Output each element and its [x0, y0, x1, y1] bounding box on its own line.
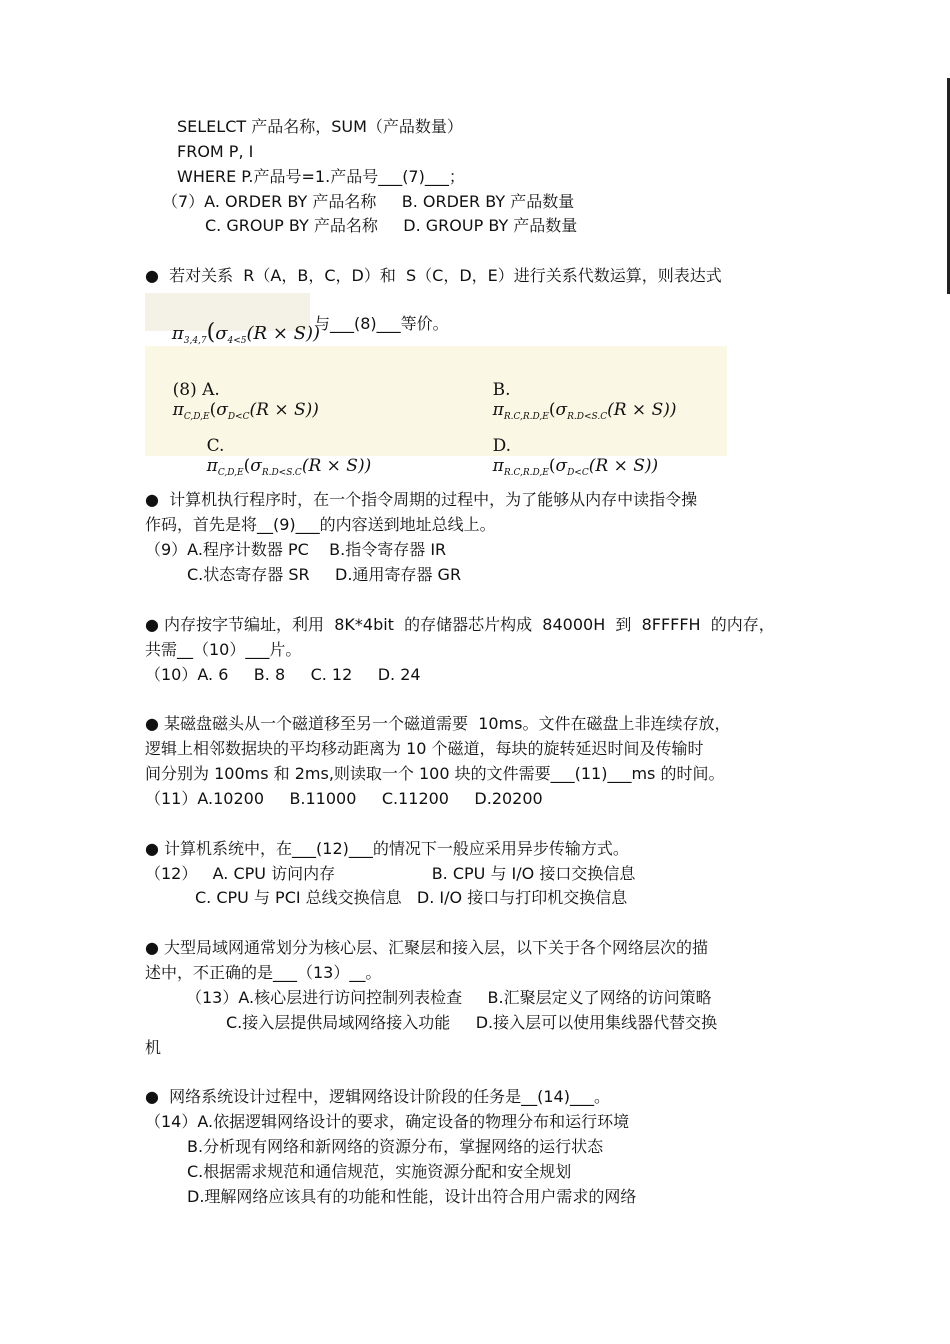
q8-options-image: (8) A. $\pi_{C,D,E}(\sigma_{D<C}(R \times S))$ B. $\pi_{R.C,R.D,E}(\sigma_{R.D<S.C}(R \times S))$ C. $\pi_{C,D,E}(\sigma_{R.D<S.C}(R \times S))$ D. $\pi_{R.C,R.D,E}(\sigma_{D<C}(R \times S))$ [145, 346, 727, 456]
sigma-symbol: σ [215, 323, 228, 344]
q8-option-a-sigma-sub: D<C [227, 412, 250, 422]
q8-option-d-rel: (R × S)) [588, 456, 659, 476]
q11-stem-line2: 逻辑上相邻数据块的平均移动距离为 10 个磁道，每块的旋转延迟时间及传输时 [145, 739, 704, 758]
q8-option-a-rel: (R × S)) [249, 400, 319, 420]
q12-options-line2: C. CPU 与 PCI 总线交换信息 D. I/O 接口与打印机交换信息 [195, 888, 628, 907]
q13-options-line2: C.接入层提供局域网络接入功能 D.接入层可以使用集线器代替交换 [226, 1013, 718, 1032]
q12-options-line1: （12） A. CPU 访问内存 B. CPU 与 I/O 接口交换信息 [145, 864, 636, 883]
q8-option-c-sigma-sub: R.D<S.C [261, 468, 302, 478]
q12-stem: ● 计算机系统中，在___(12)___的情况下一般应采用异步传输方式。 [145, 839, 629, 858]
q7-options-line1: （7）A. ORDER BY 产品名称 B. ORDER BY 产品数量 [162, 192, 575, 211]
q8-option-c-rel: (R × S)) [301, 456, 372, 476]
sql-line-from: FROM P, I [177, 142, 254, 161]
q9-stem-line2: 作码，首先是将__(9)___的内容送到地址总线上。 [145, 515, 496, 534]
pi-subscript: 3,4,7 [183, 336, 207, 346]
q8-expression-image: $\pi_{3,4,7}(\sigma_{4<5}(R \times S))$ [145, 293, 310, 331]
q8-option-d-label: D. [492, 436, 512, 456]
q9-options-line2: C.状态寄存器 SR D.通用寄存器 GR [187, 565, 462, 584]
q8-option-b-pi-sub: R.C,R.D,E [503, 412, 549, 422]
q8-option-c-pi-sub: C,D,E [217, 468, 244, 478]
q14-stem: ● 网络系统设计过程中，逻辑网络设计阶段的任务是__(14)___。 [145, 1087, 610, 1106]
q13-stem-line1: ● 大型局域网通常划分为核心层、汇聚层和接入层，以下关于各个网络层次的描 [145, 938, 709, 957]
q8-stem-tail: 与___(8)___等价。 [314, 314, 449, 333]
q11-stem-line3: 间分别为 100ms 和 2ms,则读取一个 100 块的文件需要___(11)___ms 的时间。 [145, 764, 725, 783]
q8-option-b-rel: (R × S)) [607, 400, 677, 420]
q13-options-line1: （13）A.核心层进行访问控制列表检查 B.汇聚层定义了网络的访问策略 [186, 988, 712, 1007]
q8-option-d-pi-sub: R.C,R.D,E [503, 468, 549, 478]
q8-option-d-sigma-sub: D<C [567, 468, 589, 478]
q8-stem: ● 若对关系 R（A，B，C，D）和 S（C，D，E）进行关系代数运算，则表达式 [145, 266, 722, 285]
q8-option-b-label: B. [492, 380, 511, 400]
q9-options-line1: （9）A.程序计数器 PC B.指令寄存器 IR [145, 540, 447, 559]
pi-symbol: π [171, 323, 184, 344]
sigma-subscript: 4<5 [227, 336, 247, 346]
q8-option-a-pi-sub: C,D,E [183, 412, 210, 422]
q8-option-c-label: C. [206, 436, 225, 456]
q14-option-a: （14）A.依据逻辑网络设计的要求，确定设备的物理分布和运行环境 [145, 1112, 630, 1131]
sql-line-where: WHERE P.产品号=1.产品号___(7)___； [177, 167, 465, 186]
q8-option-a-label: (8) A. [172, 380, 220, 400]
q11-stem-line1: ● 某磁盘磁头从一个磁道移至另一个磁道需要 10ms。文件在磁盘上非连续存放， [145, 714, 731, 733]
q14-option-d: D.理解网络应该具有的功能和性能，设计出符合用户需求的网络 [187, 1187, 637, 1206]
q9-stem-line1: ● 计算机执行程序时，在一个指令周期的过程中，为了能够从内存中读指令操 [145, 490, 698, 509]
q7-options-line2: C. GROUP BY 产品名称 D. GROUP BY 产品数量 [205, 216, 578, 235]
q10-stem-line2: 共需__（10）___片。 [145, 640, 302, 659]
q10-options: （10）A. 6 B. 8 C. 12 D. 24 [145, 665, 421, 684]
q13-stem-line2: 述中，不正确的是___（13）__。 [145, 963, 382, 982]
q11-options: （11）A.10200 B.11000 C.11200 D.20200 [145, 789, 543, 808]
q10-stem-line1: ● 内存按字节编址，利用 8K*4bit 的存储器芯片构成 84000H 到 8FFFFH 的内存， [145, 615, 775, 634]
q8-option-b-sigma-sub: R.D<S.C [567, 412, 608, 422]
q14-option-c: C.根据需求规范和通信规范，实施资源分配和安全规划 [187, 1162, 572, 1181]
q13-options-line3: 机 [145, 1038, 162, 1057]
expr-relation: (R × S)) [246, 323, 321, 344]
sql-line-select: SELELCT 产品名称，SUM（产品数量） [177, 117, 463, 136]
q14-option-b: B.分析现有网络和新网络的资源分布，掌握网络的运行状态 [187, 1137, 604, 1156]
